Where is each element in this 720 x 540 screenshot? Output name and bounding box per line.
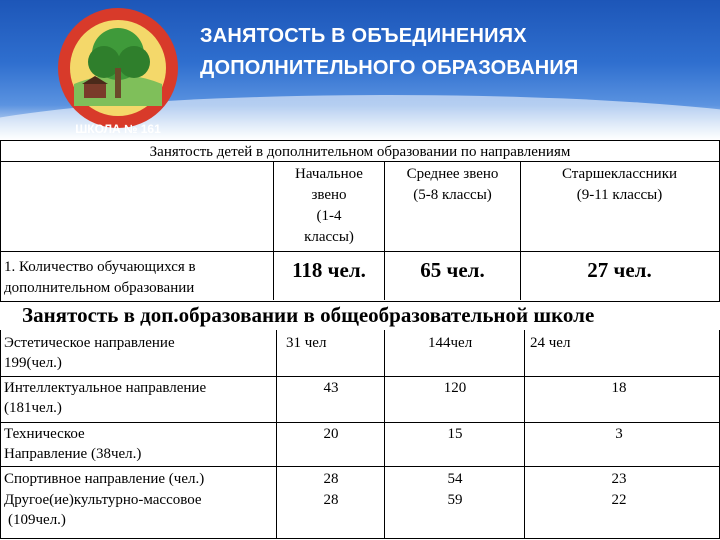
slide-header	[0, 0, 720, 140]
column-senior: Старшеклассники (9-11 классы)	[561, 166, 678, 203]
logo-caption: ШКОЛА № 161	[75, 122, 161, 136]
table-row: Спортивное направление (чел.)	[4, 471, 205, 487]
school-logo	[44, 6, 192, 138]
header-divider	[0, 251, 720, 252]
cell-value: 31 чел	[286, 335, 327, 351]
cell-value: 43	[323, 380, 339, 396]
page-title	[200, 20, 579, 84]
section-banner: Занятость в доп.образовании в общеобразовательной школе	[22, 303, 595, 327]
t2-col-divider-3	[524, 330, 525, 538]
title-line-1: ЗАНЯТОСТЬ В ОБЪЕДИНЕНИЯХ	[200, 25, 527, 47]
t2-col-divider-1	[276, 330, 277, 538]
cell-value: 28	[323, 471, 339, 487]
cell-value: 28	[323, 492, 339, 508]
cell-value: 59	[447, 492, 463, 508]
value-primary: 118 чел.	[292, 258, 366, 282]
cell-value: 3	[615, 426, 623, 442]
t2-row-divider-2	[0, 422, 720, 423]
t2-row-divider-1	[0, 376, 720, 377]
table-row: Интеллектуальное направление (181чел.)	[4, 380, 207, 416]
table-row: Эстетическое направление 199(чел.)	[4, 335, 175, 371]
cell-value: 23	[611, 471, 627, 487]
t2-row-divider-3	[0, 466, 720, 467]
cell-value: 24 чел	[530, 335, 571, 351]
cell-value: 22	[611, 492, 627, 508]
cell-value: 15	[447, 426, 463, 442]
column-primary: Начальное звено (1-4 классы)	[295, 166, 363, 245]
value-middle: 65 чел.	[420, 258, 485, 282]
title-line-2: ДОПОЛНИТЕЛЬНОГО ОБРАЗОВАНИЯ	[200, 57, 579, 79]
cell-value: 18	[611, 380, 627, 396]
table-caption: Занятость детей в дополнительном образовании по направлениям	[149, 144, 571, 160]
cell-value: 20	[323, 426, 339, 442]
table-row: Другое(ие)культурно-массовое (109чел.)	[4, 492, 202, 528]
cell-value: 54	[447, 471, 463, 487]
row-label-enrollment: 1. Количество обучающихся в дополнительном образовании	[4, 259, 196, 296]
cell-value: 120	[443, 380, 467, 396]
table-row: Техническое Направление (38чел.)	[4, 426, 142, 462]
value-senior: 27 чел.	[587, 258, 652, 282]
t2-col-divider-2	[384, 330, 385, 538]
cell-value: 144чел	[428, 335, 473, 351]
column-middle: Среднее звено (5-8 классы)	[406, 166, 499, 203]
